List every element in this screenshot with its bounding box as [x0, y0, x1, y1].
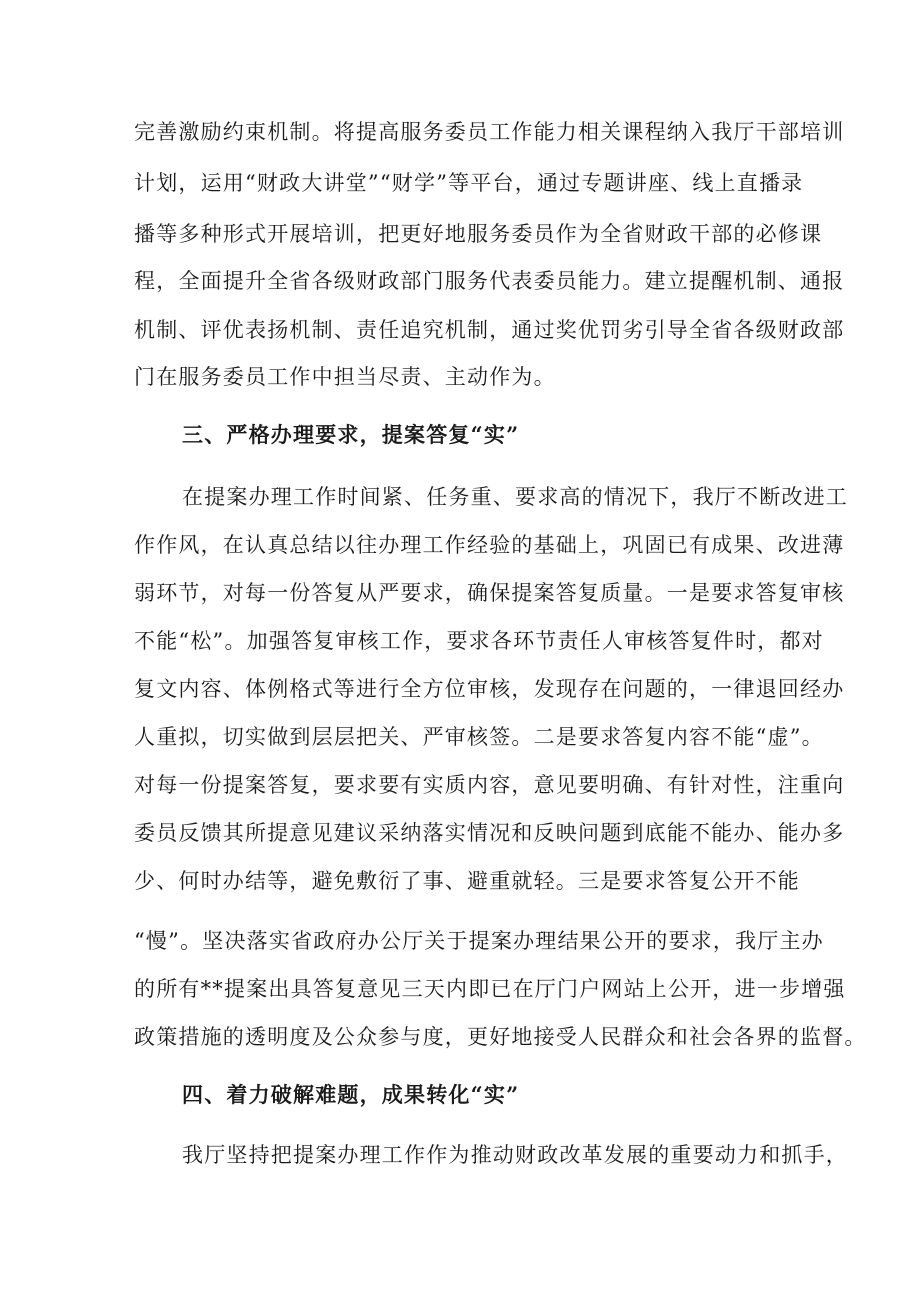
paragraph-1-line-6: 门在服务委员工作中担当尽责、主动作为。: [134, 365, 556, 389]
paragraph-1-line-2: 计划，运用“财政大讲堂”“财学”等平台，通过专题讲座、线上直播录: [134, 171, 804, 195]
paragraph-1-line-5: 机制、评优表扬机制、责任追究机制，通过奖优罚劣引导全省各级财政部: [134, 318, 845, 342]
paragraph-2-line-9: 少、何时办结等，避免敷衍了事、避重就轻。三是要求答复公开不能: [134, 869, 800, 893]
section-heading-3: 三、严格办理要求，提案答复“实”: [182, 422, 520, 447]
paragraph-1-line-3: 播等多种形式开展培训，把更好地服务委员作为全省财政干部的必修课: [134, 222, 823, 246]
paragraph-2-line-4: 不能“松”。加强答复审核工作，要求各环节责任人审核答复件时，都对: [134, 629, 824, 653]
paragraph-2-line-8: 委员反馈其所提意见建议采纳落实情况和反映问题到底能不能办、能办多: [134, 821, 845, 845]
paragraph-2-line-10: “慢”。坚决落实省政府办公厅关于提案办理结果公开的要求，我厅主办: [134, 929, 824, 953]
paragraph-2-line-12: 政策措施的透明度及公众参与度，更好地接受人民群众和社会各界的监督。: [134, 1025, 867, 1049]
paragraph-1-line-4: 程，全面提升全省各级财政部门服务代表委员能力。建立提醒机制、通报: [134, 269, 845, 293]
paragraph-1-line-1: 完善激励约束机制。将提高服务委员工作能力相关课程纳入我厅干部培训: [134, 120, 845, 144]
paragraph-2-line-1: 在提案办理工作时间紧、任务重、要求高的情况下，我厅不断改进工: [182, 485, 848, 509]
paragraph-3-line-1: 我厅坚持把提案办理工作作为推动财政改革发展的重要动力和抓手，: [182, 1143, 848, 1167]
paragraph-2-line-5: 复文内容、体例格式等进行全方位审核，发现存在问题的，一律退回经办: [134, 677, 845, 701]
paragraph-2-line-6: 人重拟，切实做到层层把关、严审核签。二是要求答复内容不能“虚”。: [134, 725, 824, 749]
paragraph-2-line-7: 对每一份提案答复，要求要有实质内容，意见要明确、有针对性，注重向: [134, 773, 845, 797]
paragraph-2-line-11: 的所有**提案出具答复意见三天内即已在厅门户网站上公开，进一步增强: [134, 977, 846, 1001]
section-heading-4: 四、着力破解难题，成果转化“实”: [182, 1082, 520, 1107]
paragraph-2-line-2: 作作风，在认真总结以往办理工作经验的基础上，巩固已有成果、改进薄: [134, 533, 845, 557]
paragraph-2-line-3: 弱环节，对每一份答复从严要求，确保提案答复质量。一是要求答复审核: [134, 581, 845, 605]
